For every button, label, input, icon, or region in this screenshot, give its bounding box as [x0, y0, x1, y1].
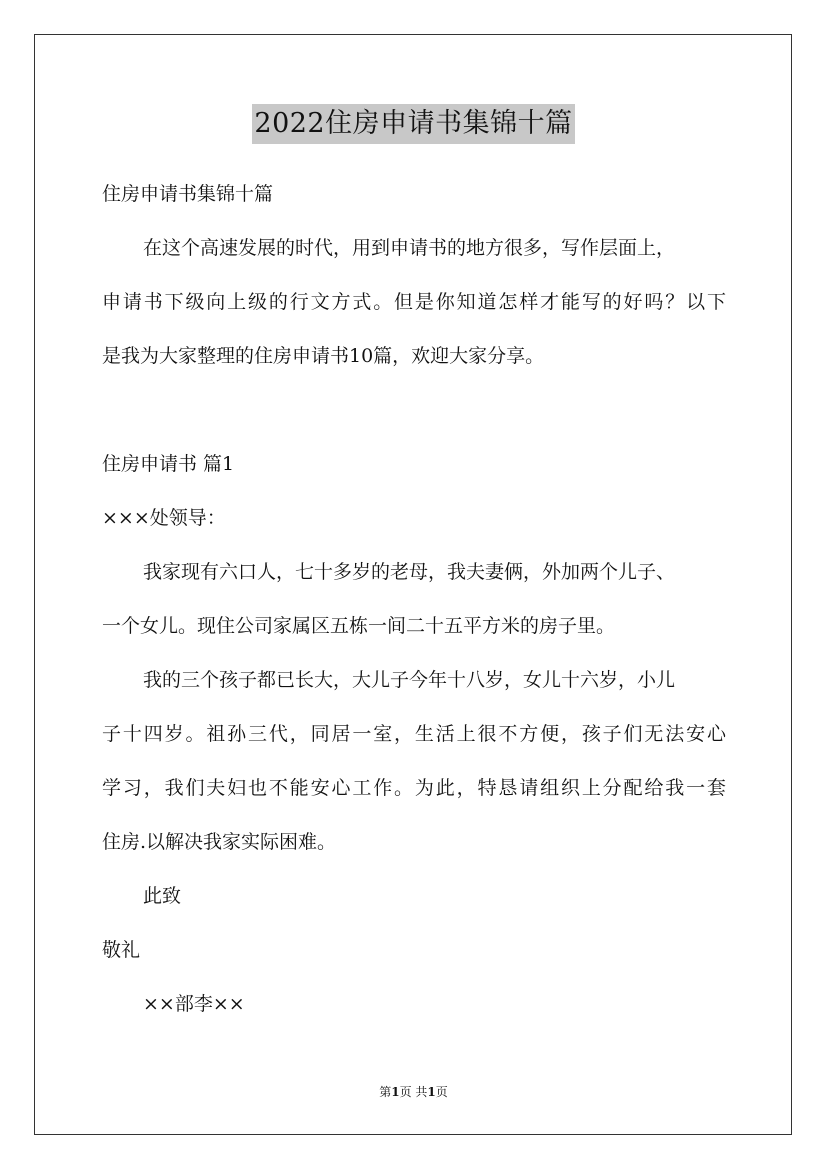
footer-mid: 页 共: [399, 1085, 428, 1099]
paragraph-2-line-4: 住房.以解决我家实际困难。: [102, 831, 337, 853]
document-title-container: [0, 104, 827, 144]
closing-jingli: 敬礼: [102, 939, 141, 961]
footer-page-total: 1: [427, 1085, 436, 1099]
paragraph-2-line-2: 子十四岁。祖孙三代，同居一室，生活上很不方便，孩子们无法安心: [102, 723, 726, 745]
subtitle: 住房申请书集锦十篇: [102, 183, 274, 205]
intro-line-1: 在这个高速发展的时代，用到申请书的地方很多，写作层面上，: [143, 237, 676, 259]
signature: ××部李××: [143, 993, 245, 1015]
paragraph-2-line-3: 学习，我们夫妇也不能安心工作。为此，特恳请组织上分配给我一套: [102, 777, 726, 799]
footer-prefix: 第: [379, 1085, 392, 1099]
paragraph-1-line-1: 我家现有六口人，七十多岁的老母，我夫妻俩，外加两个儿子、: [143, 561, 676, 583]
footer-page-number: 1: [391, 1085, 400, 1099]
closing-cizhi: 此致: [143, 885, 182, 907]
section-heading: 住房申请书 篇1: [102, 453, 235, 475]
paragraph-2-line-1: 我的三个孩子都已长大，大儿子今年十八岁，女儿十六岁，小儿: [143, 669, 676, 691]
salutation: ×××处领导：: [102, 507, 226, 529]
footer-suffix: 页: [435, 1085, 448, 1099]
paragraph-1-line-2: 一个女儿。现住公司家属区五栋一间二十五平方米的房子里。: [102, 615, 616, 637]
page-footer: [0, 1084, 827, 1100]
intro-line-2: 申请书下级向上级的行文方式。但是你知道怎样才能写的好吗？以下: [102, 291, 726, 313]
intro-line-3: 是我为大家整理的住房申请书10篇，欢迎大家分享。: [102, 345, 545, 367]
document-title: 2022住房申请书集锦十篇: [252, 104, 574, 144]
